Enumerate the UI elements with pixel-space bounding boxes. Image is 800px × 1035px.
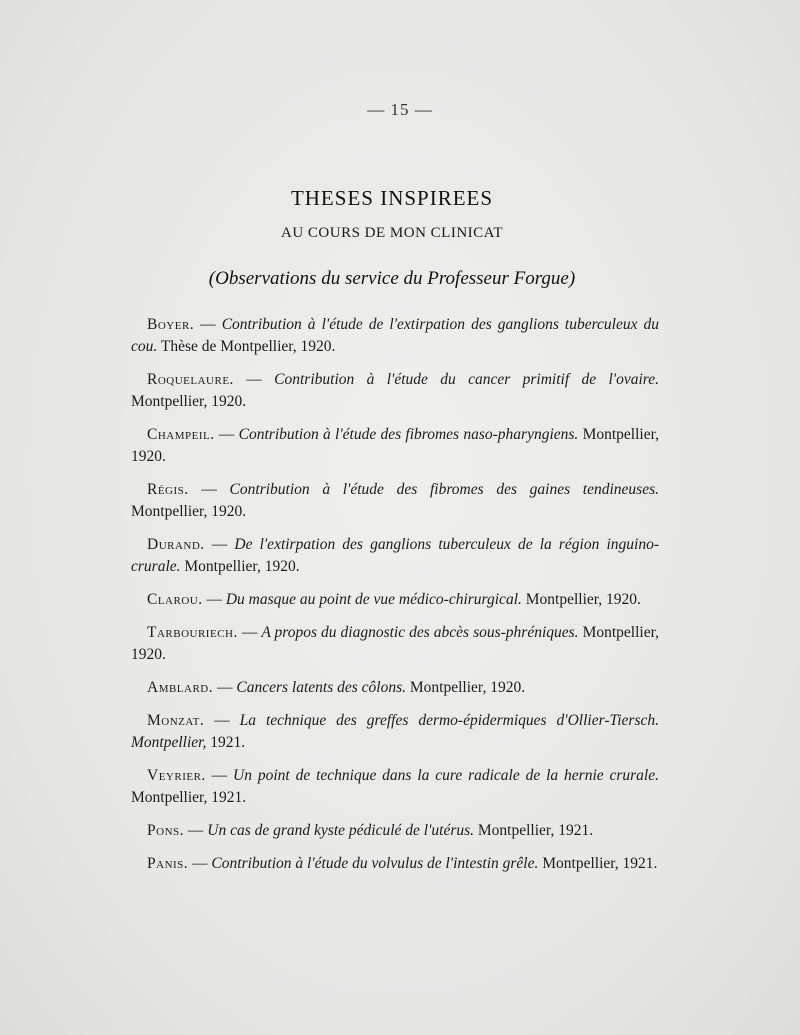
entry-author: Panis. bbox=[147, 855, 189, 872]
observations-heading: (Observations du service du Professeur Forgue) bbox=[208, 268, 576, 289]
entry-work-title: A propos du diagnostic des abcès sous-phréniques. bbox=[261, 624, 579, 641]
entry-author: Monzat. bbox=[147, 712, 205, 729]
thesis-entry-clarou bbox=[131, 589, 659, 611]
entry-dash: — bbox=[205, 767, 234, 784]
entry-author: Boyer. bbox=[147, 316, 195, 333]
entry-author: Champeil. bbox=[147, 426, 215, 443]
thesis-list bbox=[131, 314, 659, 886]
entry-publication: Montpellier, 1920. bbox=[131, 503, 247, 520]
thesis-entry-veyrier bbox=[131, 765, 659, 809]
entry-publication: Montpellier, 1921. bbox=[538, 855, 658, 872]
entry-publication: Thèse de Montpellier, 1920. bbox=[157, 338, 336, 355]
entry-dash: — bbox=[202, 591, 226, 608]
entry-author: Durand. bbox=[147, 536, 205, 553]
entry-author: Tarbouriech. bbox=[147, 624, 238, 641]
entry-publication: Montpellier, 1921. bbox=[474, 822, 594, 839]
entry-publication: Montpellier, 1920. bbox=[131, 624, 659, 663]
thesis-entry-regis bbox=[131, 479, 659, 523]
entry-work-title: De l'extirpation des ganglions tuberculeux de la région inguino-crurale. bbox=[131, 536, 659, 575]
entry-publication: Montpellier, 1920. bbox=[131, 426, 659, 465]
entry-author: Pons. bbox=[147, 822, 185, 839]
entry-work-title: Contribution à l'étude de l'extirpation des ganglions tuberculeux du cou. bbox=[131, 316, 659, 355]
entry-dash: — bbox=[184, 822, 208, 839]
page-subtitle: AU COURS DE MON CLINICAT bbox=[280, 225, 503, 241]
entry-work-title: Un cas de grand kyste pédiculé de l'utérus. bbox=[207, 822, 475, 839]
entry-dash: — bbox=[188, 855, 212, 872]
entry-dash: — bbox=[188, 481, 230, 498]
entry-dash: — bbox=[204, 712, 240, 729]
entry-work-title: Contribution à l'étude du cancer primitif de l'ovaire. bbox=[274, 371, 659, 388]
thesis-entry-boyer bbox=[131, 314, 659, 358]
page-number: — 15 — bbox=[367, 100, 433, 119]
entry-author: Amblard. bbox=[147, 679, 214, 696]
entry-work-title: Contribution à l'étude des fibromes des gaines tendineuses. bbox=[229, 481, 660, 498]
entry-work-title: Du masque au point de vue médico-chirurgical. bbox=[225, 591, 522, 608]
entry-work-title: Un point de technique dans la cure radicale de la hernie crurale. bbox=[233, 767, 659, 784]
entry-work-title: Cancers latents des côlons. bbox=[236, 679, 407, 696]
entry-dash: — bbox=[204, 536, 235, 553]
entry-work-title: Contribution à l'étude des fibromes naso-pharyngiens. bbox=[238, 426, 579, 443]
entry-dash: — bbox=[237, 624, 262, 641]
entry-author: Veyrier. bbox=[147, 767, 206, 784]
thesis-entry-amblard bbox=[131, 677, 659, 699]
thesis-entry-tarbouriech bbox=[131, 622, 659, 666]
entry-dash: — bbox=[233, 371, 275, 388]
thesis-entry-durand bbox=[131, 534, 659, 578]
thesis-entry-champeil bbox=[131, 424, 659, 468]
entry-publication: Montpellier, 1920. bbox=[180, 558, 300, 575]
entry-publication: Montpellier, 1920. bbox=[131, 393, 247, 410]
entry-publication: Montpellier, 1921. bbox=[131, 789, 247, 806]
entry-work-title: Contribution à l'étude du volvulus de l'intestin grêle. bbox=[211, 855, 539, 872]
entry-author: Roquelaure. bbox=[147, 371, 234, 388]
thesis-entry-monzat bbox=[131, 710, 659, 754]
entry-publication: Montpellier, 1920. bbox=[521, 591, 641, 608]
entry-dash: — bbox=[194, 316, 222, 333]
entry-publication: Montpellier, 1920. bbox=[406, 679, 526, 696]
entry-dash: — bbox=[213, 679, 237, 696]
thesis-entry-roquelaure bbox=[131, 369, 659, 413]
thesis-entry-pons bbox=[131, 820, 659, 842]
entry-publication: 1921. bbox=[206, 734, 246, 751]
entry-work-title: La technique des greffes dermo-épidermiques d'Ollier-Tiersch. Montpellier, bbox=[131, 712, 659, 751]
page-title: THESES INSPIREES bbox=[290, 186, 494, 210]
entry-author: Clarou. bbox=[147, 591, 203, 608]
entry-author: Régis. bbox=[147, 481, 189, 498]
entry-dash: — bbox=[214, 426, 239, 443]
thesis-entry-panis bbox=[131, 853, 659, 875]
